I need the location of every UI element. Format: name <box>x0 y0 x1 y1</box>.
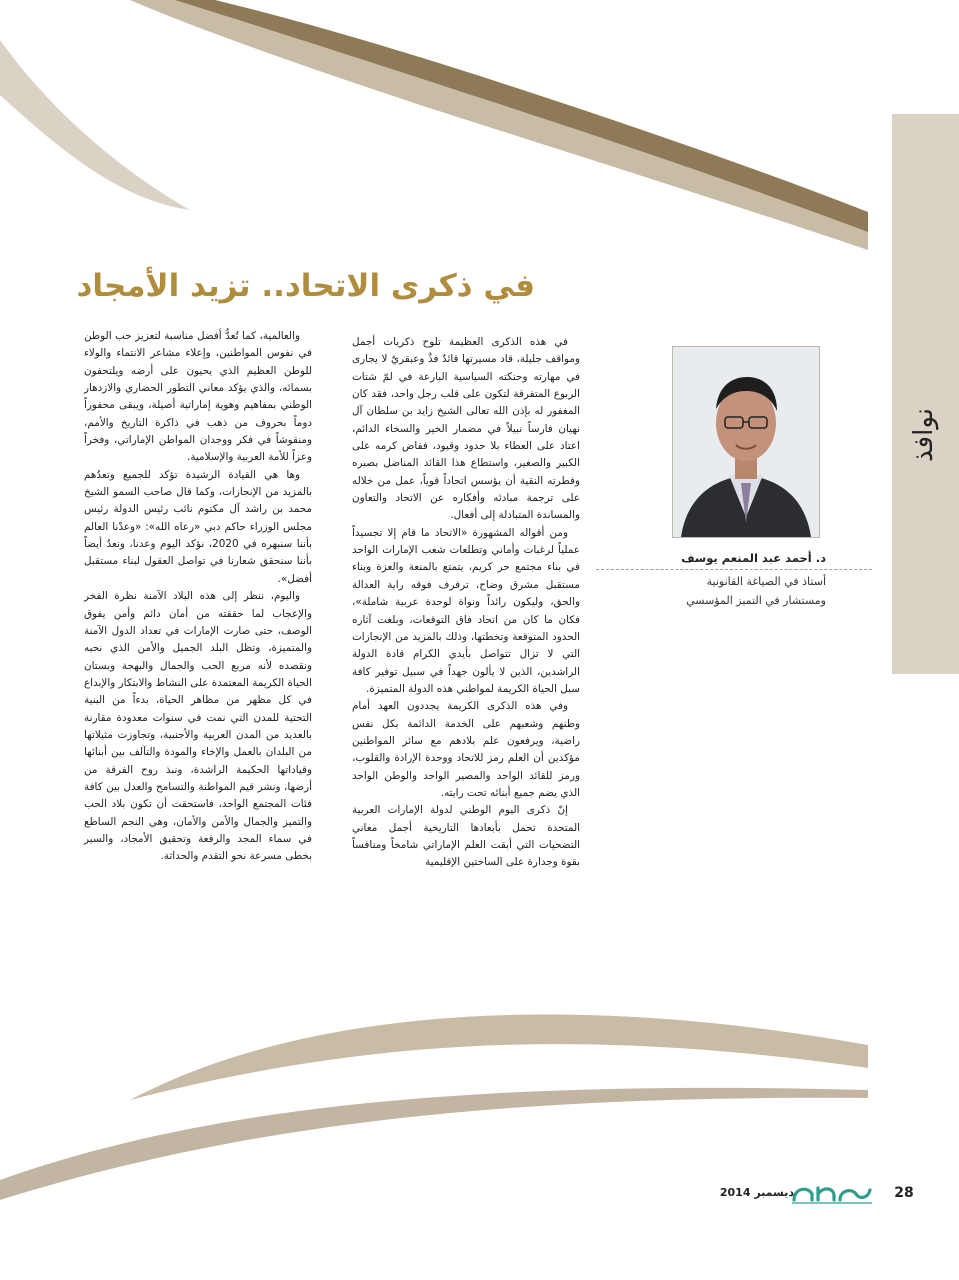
author-divider <box>596 569 872 570</box>
article-paragraph: والعالمية، كما تُعدُّ أفضل مناسبة لتعزيز حب الوطن في نفوس المواطنين، وإعلاء مشاعر الانتماء والولاء للوطن العظيم الذي يحيون على أرضه ويلتحفون بسمائه، والذي يؤكد معاني التطور الحضاري والازدهار الوطني بمفاهيم وهوية إماراتية أصيلة، ويبقى محفوراً دوماً بحروف من ذهب في ذاكرة التاريخ والأمم، ومنقوشاً في فكر ووجدان المواطن الإماراتي، وفخراً وعزاً للأمة العربية والإسلامية. <box>84 330 312 464</box>
article-paragraph: إنّ ذكرى اليوم الوطني لدولة الإمارات العربية المتحدة تحمل بأبعادها التاريخية أجمل معاني التضحيات التي أبقت العلم الإماراتي شامخاً ومنافساً بقوة وجدارة على الساحتين الإقليمية <box>352 804 580 869</box>
author-name: د. أحمد عبد المنعم يوسف <box>681 551 826 565</box>
issue-date: ديسمبر 2014 <box>719 1186 794 1199</box>
magazine-logo <box>790 1180 874 1208</box>
article-paragraph: وها هي القيادة الرشيدة تؤكد للجميع وتعدُهم بالمزيد من الإنجازات، وكما قال صاحب السمو الشيخ محمد بن راشد آل مكتوم نائب رئيس الدولة رئيس مجلس الوزراء حاكم دبي «رعاه الله»: «وعدْنا العالم بأننا سنبهره في 2020، نؤكد اليوم وعدنا، ونعدُ أيضاً بأننا سنحقق شعارنا في تواصل العقول لبناء مستقبل أفضل». <box>84 468 312 585</box>
article-title: في ذكرى الاتحاد.. تزيد الأمجاد <box>76 268 535 304</box>
article-paragraph: واليوم، ننظر إلى هذه البلاد الآمنة نظرة الفخر والإعجاب لما حققته من أمان دائم وأمن يفوق الوصف، حتى صارت الإمارات في تعداد الدول الآمنة والمتميزة، وتظل البلد الجميل والأمن الذي نحبه ونقصده لأنه مربع الحب والجمال والبهجة وبستان الحياة الكريمة المعتمدة على النشاط والابتكار والإبداع في كل مظهر من مظاهر الحياة، بدءاً من البنية التحتية للمدن التي نمت في سنوات معدودة مقارنة بالعديد من المدن العربية والأجنبية، وتجاوزت مثيلاتها من البلدان بالعمل والإخاء والمودة والتآلف بين أبنائها وقياداتها الحكيمة الراشدة، ونبذ روح الفرقة من أرضها، ونشر قيم المواطنة والتسامح والعدل بين كافة فئات المجتمع الواحد، فاستحقت أن تكون بلاد الحب والتميز والجمال والأمن والأمان، وهي النجم الساطع في سماء المجد والرفعة وتحقيق الأمجاد، والسير بخطى مسرعة نحو التقدم والحداثة. <box>83 590 312 863</box>
author-role-line: أستاذ في الصياغة القانونية <box>706 575 826 588</box>
article-column-right <box>352 334 580 974</box>
author-role-line: ومستشار في التميز المؤسسي <box>686 594 826 607</box>
section-label: نوافذ <box>909 408 939 462</box>
article-column-left <box>84 328 312 978</box>
page-number: 28 <box>894 1185 914 1201</box>
author-photo <box>672 346 820 538</box>
article-paragraph: في هذه الذكرى العظيمة تلوح ذكريات أجمل ومواقف جليلة، قاد مسيرتها قائدٌ فذٌ وعبقريٌ لا يجارى في مهارته وحنكته السياسية البارعة في لمّ شتات الربوع المتفرقة لتكون على قلب رجل واحد، فقد كان المغفور له بإذن الله تعالى الشيخ زايد بن سلطان آل نهيان فارساً نبيلاً في مضمار الخير والسخاء الدائم، اعتاد على العطاء بلا حدود وقيود، ففاض كرمه على الكبير والصغير، واستطاع هذا القائد المناضل بصبره وفطرته النقية أن يؤسس اتحاداً قوياً، عمل من خلاله على ترجمة مبادئه وأفكاره عن الاتحاد والتعاون والمساندة المتبادلة إلى أفعال. <box>352 336 580 522</box>
article-paragraph: ومن أقواله المشهورة «الاتحاد ما قام إلا تجسيداً عملياً لرغبات وأماني وتطلعات شعب الإمارات الواحد في بناء مجتمع حر كريم، يتمتع بالمنعة والعزة وبناء مستقبل مشرق وضاح، ترفرف فوقه راية العدالة والحق، وليكون رائداً ونواة لوحدة عربية شاملة»، فكان ما كان من اتحاد فاق التوقعات، وبلغت آثاره الحدود المتوقعة وتخطتها، وذلك بالمزيد من الإنجازات التي لا تزال تتواصل بأيدي الكرام قادة الدولة الراشدين، الذين لا يألون جهداً في سبيل توفير كافة سبل الحياة الكريمة لمواطني هذه الدولة المتميزة. <box>352 526 580 695</box>
article-paragraph: وفي هذه الذكرى الكريمة يجددون العهد أمام وطنهم وشعبهم على الخدمة الدائمة بكل نفس راضية، ويرفعون علم بلادهم مع سائر المواطنين مؤكدين أن العلم رمز للاتحاد ووحدة الإرادة والقلوب، ورمز للقائد الواحد والمصير الواحد والوطن الواحد الذي يضم جميع أبنائه تحت رايته. <box>352 700 580 799</box>
author-role <box>640 572 826 612</box>
